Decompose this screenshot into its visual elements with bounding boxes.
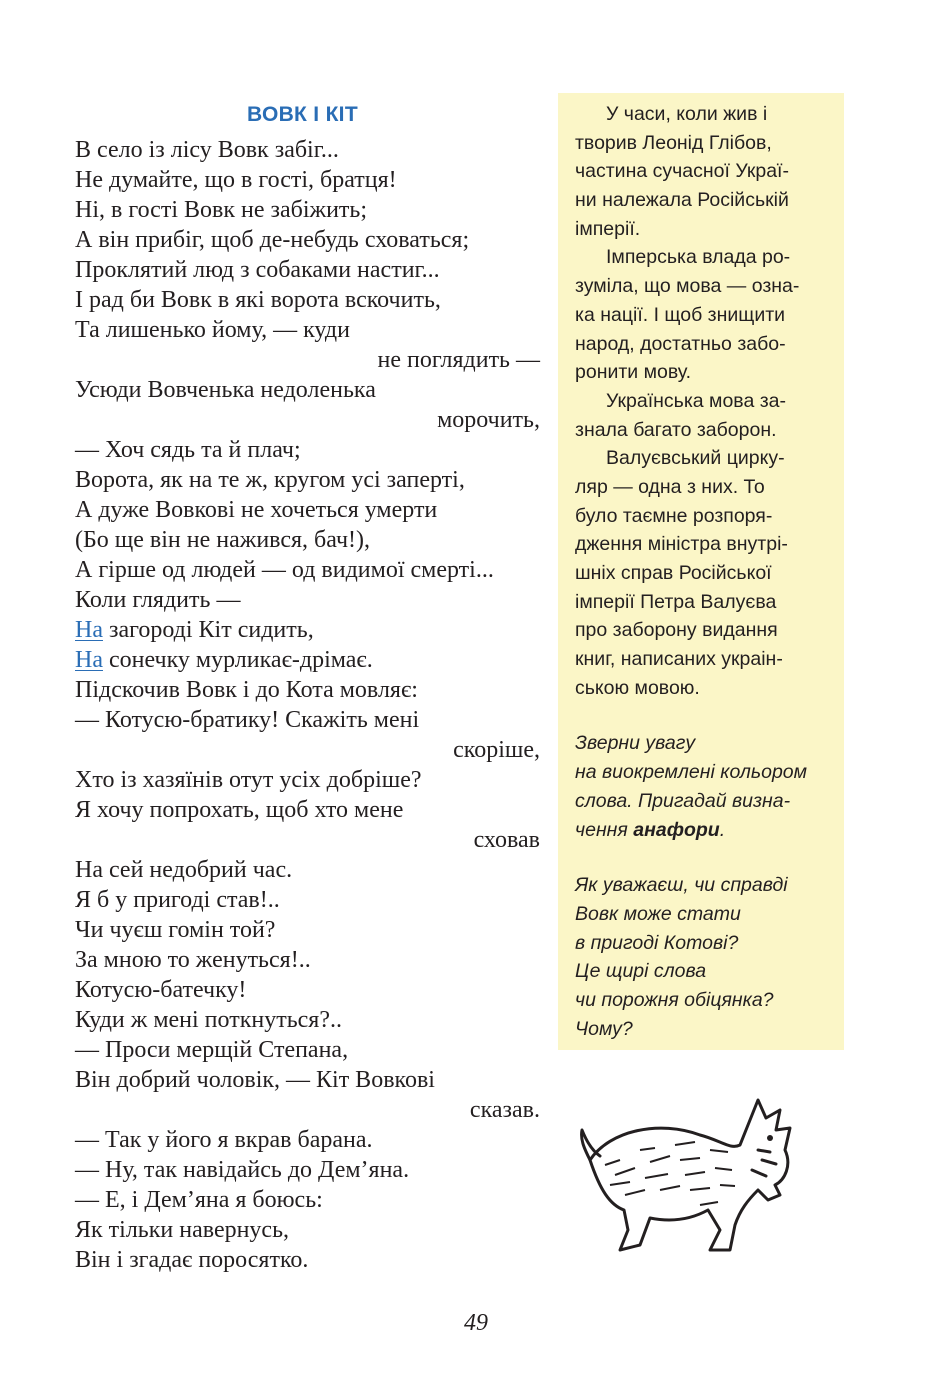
poem-line [75, 285, 540, 315]
poem-line-text: Не думайте, що в гості, братця! [75, 167, 397, 193]
poem-line-text: — Хоч сядь та й плач; [75, 437, 301, 463]
poem-line-text: Я хочу попрохать, щоб хто мене [75, 797, 404, 823]
sidebar-line: Це щирі слова [575, 960, 707, 983]
poem-line-text: Хто із хазяїнів отут усіх добріше? [75, 767, 422, 793]
poem-line [75, 705, 540, 735]
poem-line-text: Коли глядить — [75, 587, 241, 613]
poem-line-text: — Так у його я вкрав барана. [75, 1127, 373, 1153]
poem-line-text: І рад би Вовк в які ворота вскочить, [75, 287, 441, 313]
poem-line [75, 945, 540, 975]
sidebar-line: ронити мову. [575, 361, 691, 384]
poem-line [75, 1065, 540, 1095]
sidebar-line: У часи, коли жив і [606, 103, 768, 125]
poem-line-text: Підскочив Вовк і до Кота мовляє: [75, 677, 418, 703]
poem-line-text: Та лишенько йому, — куди [75, 317, 350, 343]
poem-line [75, 525, 540, 555]
poem-line [75, 915, 540, 945]
poem-line-text: Усюди Вовченька недоленька [75, 377, 376, 403]
poem-line-text: Ворота, як на те ж, кругом усі заперті, [75, 467, 465, 493]
sidebar-text: чення [575, 818, 634, 841]
poem-line [75, 1035, 540, 1065]
poem-line [75, 885, 540, 915]
poem-line [75, 225, 540, 255]
poem-line-text: сонечку мурликає-дрімає. [102, 647, 373, 673]
poem-line-text: Він добрий чоловік, — Кіт Вовкові [75, 1067, 435, 1093]
poem-line [75, 795, 540, 825]
wolf-illustration [580, 1090, 812, 1260]
poem-line [75, 1095, 540, 1125]
poem-line [75, 1125, 540, 1155]
poem-line [75, 1245, 540, 1275]
sidebar-line: ською мовою. [575, 676, 700, 699]
poem-line [75, 585, 540, 615]
poem-line-text: Він і згадає поросятко. [75, 1247, 309, 1273]
term-anaphora: анафори [633, 818, 720, 841]
poem-line-text: скоріше, [453, 737, 540, 763]
poem-line [75, 765, 540, 795]
info-sidebar [558, 93, 844, 1050]
sidebar-line: імперії Петра Валуєва [575, 590, 777, 613]
poem-line [75, 555, 540, 585]
poem-line [75, 735, 540, 765]
poem-line [75, 255, 540, 285]
anaphora-word: На [75, 617, 103, 643]
poem-line [75, 375, 540, 405]
poem-line-text: не поглядить — [377, 347, 540, 373]
poem-line [75, 1185, 540, 1215]
sidebar-line: було таємне розпоря- [575, 504, 773, 527]
sidebar-line: ни належала Російській [575, 189, 789, 212]
sidebar-line: Як уважаєш, чи справді [575, 874, 788, 897]
poem-line [75, 825, 540, 855]
poem-line [75, 855, 540, 885]
poem-line [75, 195, 540, 225]
poem-line-text: — Ну, так навідайсь до Дем’яна. [75, 1157, 410, 1183]
sidebar-line: Чому? [575, 1017, 633, 1040]
poem-line-text: — Е, і Дем’яна я боюсь: [75, 1187, 323, 1213]
poem-line-text: — Котусю-братику! Скажіть мені [75, 707, 420, 733]
poem-line [75, 465, 540, 495]
sidebar-line: чи порожня обіцянка? [575, 988, 774, 1011]
poem-line [75, 675, 540, 705]
sidebar-line: Українська мова за- [606, 389, 786, 412]
poem-line [75, 495, 540, 525]
poem-line [75, 1155, 540, 1185]
poem-line-text: Чи чуєш гомін той? [75, 917, 276, 943]
poem-line-text: Ні, в гості Вовк не забіжить; [75, 197, 368, 223]
poem-line [75, 1215, 540, 1245]
poem-line [75, 315, 540, 345]
sidebar-line: знала багато заборон. [575, 418, 777, 441]
poem-title: ВОВК І КІТ [247, 103, 358, 126]
poem-line [75, 615, 540, 645]
poem-line-text: А дуже Вовкові не хочеться умерти [75, 497, 438, 523]
poem-line-text: — Проси мерщій Степана, [75, 1037, 349, 1063]
poem-line-text: Як тільки навернусь, [75, 1217, 290, 1243]
poem-line [75, 975, 540, 1005]
sidebar-line [575, 816, 832, 845]
poem-line-text: Я б у пригоді став!.. [75, 887, 280, 913]
poem-line [75, 165, 540, 195]
poem-text [75, 135, 540, 1275]
poem-line [75, 405, 540, 435]
sidebar-line: ляр — одна з них. То [575, 475, 765, 498]
poem-line [75, 1005, 540, 1035]
poem-line-text: Куди ж мені поткнуться?.. [75, 1007, 342, 1033]
sidebar-line: народ, достатньо забо- [575, 332, 786, 355]
sidebar-text: . [719, 818, 726, 841]
sidebar-line: слова. Пригадай визна- [575, 789, 791, 812]
poem-line-text: А гірше од людей — од видимої смерті... [75, 557, 494, 583]
page-number: 49 [464, 1310, 488, 1336]
sidebar-line: ка нації. І щоб знищити [575, 303, 786, 326]
sidebar-line: на виокремлені кольором [575, 761, 808, 784]
poem-line-text: А він прибіг, щоб де-небудь сховаться; [75, 227, 470, 253]
sidebar-line: Валуєвський цирку- [606, 447, 785, 470]
sidebar-line: в пригоді Котові? [575, 931, 739, 954]
poem-line-text: загороді Кіт сидить, [102, 617, 314, 643]
sidebar-line: зуміла, що мова — озна- [575, 275, 800, 298]
poem-line-text: В село із лісу Вовк забіг... [75, 137, 339, 163]
sidebar-line: Зверни увагу [575, 732, 696, 755]
sidebar-line: творив Леонід Глібов, [575, 131, 772, 154]
poem-line-text: Проклятий люд з собаками настиг... [75, 257, 440, 283]
poem-line-text: морочить, [437, 407, 540, 433]
poem-line-text: На сей недобрий час. [75, 857, 293, 883]
sidebar-line: Імперська влада ро- [606, 246, 791, 269]
poem-line-text: За мною то женуться!.. [75, 947, 311, 973]
sidebar-line: дження міністра внутрі- [575, 533, 788, 556]
poem-line-text: Котусю-батечку! [75, 977, 247, 1003]
sidebar-line: про заборону видання [575, 619, 778, 642]
poem-line [75, 345, 540, 375]
anaphora-word: На [75, 647, 103, 673]
poem-line [75, 435, 540, 465]
poem-line-text: (Бо ще він не нажився, бач!), [75, 527, 371, 553]
poem-line [75, 135, 540, 165]
sidebar-line: Вовк може стати [575, 902, 741, 925]
poem-line [75, 645, 540, 675]
poem-line-text: сказав. [469, 1097, 540, 1123]
sidebar-line: шніх справ Російської [575, 562, 772, 584]
sidebar-line: частина сучасної Украї- [575, 160, 789, 183]
sidebar-line: книг, написаних украін- [575, 648, 783, 671]
poem-line-text: сховав [473, 827, 540, 853]
sidebar-line: імперії. [575, 217, 641, 240]
